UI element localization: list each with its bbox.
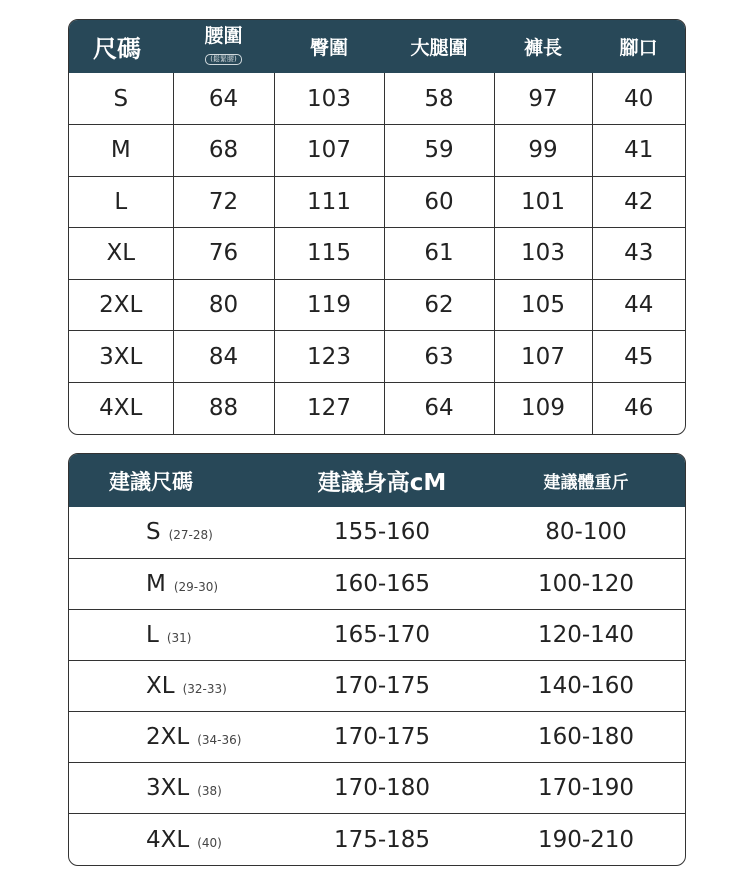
- weight-cell: 140-160: [487, 660, 685, 711]
- thigh-cell: 58: [384, 73, 494, 125]
- hem-cell: 44: [592, 279, 685, 331]
- length-cell: 103: [494, 228, 592, 280]
- height-cell: 165-170: [277, 609, 487, 660]
- size-label: XL: [146, 672, 175, 699]
- length-cell: 101: [494, 176, 592, 228]
- length-cell: 109: [494, 382, 592, 434]
- table-row: [69, 176, 685, 228]
- weight-cell: 160-180: [487, 712, 685, 763]
- size-cell: XL: [69, 228, 173, 280]
- table-row: [69, 660, 685, 711]
- table-row: [69, 331, 685, 383]
- header-recommended-height: 建議身高cM: [277, 454, 487, 507]
- size-label: 4XL: [146, 826, 190, 853]
- hem-cell: 46: [592, 382, 685, 434]
- size-cell: 2XL: [69, 279, 173, 331]
- hip-cell: 115: [274, 228, 384, 280]
- hem-cell: 40: [592, 73, 685, 125]
- length-cell: 107: [494, 331, 592, 383]
- hem-cell: 42: [592, 176, 685, 228]
- height-cell: 155-160: [277, 507, 487, 558]
- thigh-cell: 63: [384, 331, 494, 383]
- thigh-cell: 60: [384, 176, 494, 228]
- hip-cell: 123: [274, 331, 384, 383]
- recommendation-header-row: [69, 454, 685, 507]
- waist-cell: 80: [173, 279, 274, 331]
- size-label: L: [146, 621, 159, 648]
- table-row: [69, 814, 685, 865]
- header-length: 褲長: [494, 20, 592, 73]
- table-row: [69, 228, 685, 280]
- waist-cell: 72: [173, 176, 274, 228]
- table-row: [69, 279, 685, 331]
- waist-cell: 64: [173, 73, 274, 125]
- hip-cell: 107: [274, 125, 384, 177]
- size-cell: L: [69, 176, 173, 228]
- recommended-size-cell: [69, 507, 277, 558]
- height-cell: 170-175: [277, 712, 487, 763]
- waist-cell: 88: [173, 382, 274, 434]
- size-cell: 4XL: [69, 382, 173, 434]
- header-waist-note: (鬆緊腰): [205, 54, 241, 65]
- table-row: [69, 609, 685, 660]
- table-row: [69, 125, 685, 177]
- table-row: [69, 73, 685, 125]
- hem-cell: 43: [592, 228, 685, 280]
- weight-cell: 170-190: [487, 763, 685, 814]
- size-label: 2XL: [146, 724, 190, 751]
- weight-cell: 120-140: [487, 609, 685, 660]
- hip-cell: 119: [274, 279, 384, 331]
- size-cell: 3XL: [69, 331, 173, 383]
- weight-cell: 100-120: [487, 558, 685, 609]
- size-chart-table: [68, 19, 686, 435]
- header-hem: 腳口: [592, 20, 685, 73]
- waist-code: (29-30): [173, 579, 219, 594]
- table-row: [69, 382, 685, 434]
- thigh-cell: 64: [384, 382, 494, 434]
- hem-cell: 41: [592, 125, 685, 177]
- recommendation-table: [68, 453, 686, 866]
- length-cell: 97: [494, 73, 592, 125]
- recommended-size-cell: [69, 763, 277, 814]
- table-row: [69, 507, 685, 558]
- waist-code: (34-36): [197, 733, 242, 748]
- weight-cell: 190-210: [487, 814, 685, 865]
- recommended-size-cell: [69, 558, 277, 609]
- thigh-cell: 62: [384, 279, 494, 331]
- waist-code: (40): [197, 835, 222, 850]
- recommended-size-cell: [69, 712, 277, 763]
- hem-cell: 45: [592, 331, 685, 383]
- length-cell: 99: [494, 125, 592, 177]
- size-cell: S: [69, 73, 173, 125]
- header-waist: [173, 20, 274, 73]
- waist-cell: 76: [173, 228, 274, 280]
- size-label: S: [146, 519, 161, 546]
- hip-cell: 111: [274, 176, 384, 228]
- header-size: 尺碼: [69, 20, 173, 73]
- hip-cell: 127: [274, 382, 384, 434]
- height-cell: 170-180: [277, 763, 487, 814]
- header-hip: 臀圍: [274, 20, 384, 73]
- recommended-size-cell: [69, 609, 277, 660]
- waist-cell: 84: [173, 331, 274, 383]
- header-recommended-weight: 建議體重斤: [487, 454, 685, 507]
- table-row: [69, 763, 685, 814]
- thigh-cell: 59: [384, 125, 494, 177]
- height-cell: 170-175: [277, 660, 487, 711]
- table-row: [69, 712, 685, 763]
- waist-code: (27-28): [168, 528, 213, 543]
- size-label: M: [146, 570, 166, 597]
- thigh-cell: 61: [384, 228, 494, 280]
- table-row: [69, 558, 685, 609]
- length-cell: 105: [494, 279, 592, 331]
- weight-cell: 80-100: [487, 507, 685, 558]
- waist-cell: 68: [173, 125, 274, 177]
- size-label: 3XL: [146, 775, 190, 802]
- height-cell: 160-165: [277, 558, 487, 609]
- header-waist-label: 腰圍: [204, 25, 243, 47]
- hip-cell: 103: [274, 73, 384, 125]
- header-recommended-size: 建議尺碼: [69, 454, 277, 507]
- header-thigh: 大腿圍: [384, 20, 494, 73]
- waist-code: (32-33): [182, 681, 227, 696]
- size-cell: M: [69, 125, 173, 177]
- size-chart-header-row: [69, 20, 685, 73]
- waist-code: (38): [197, 784, 222, 799]
- recommended-size-cell: [69, 814, 277, 865]
- waist-code: (31): [166, 630, 192, 645]
- recommended-size-cell: [69, 660, 277, 711]
- height-cell: 175-185: [277, 814, 487, 865]
